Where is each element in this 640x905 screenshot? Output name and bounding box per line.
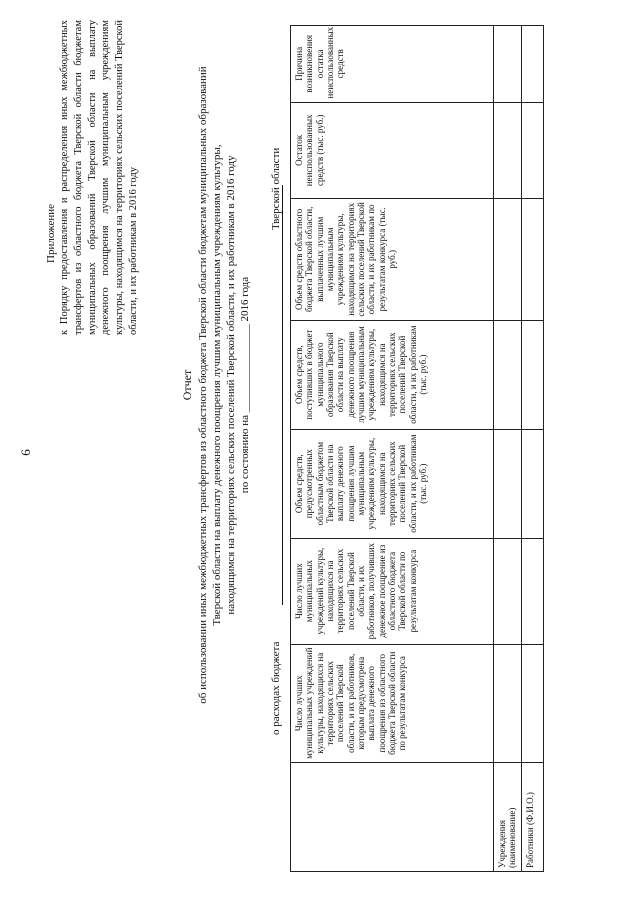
table-cell	[521, 429, 543, 538]
title-line-4: находящимся на территориях сельских поселений Тверской области, и их работникам в 2016 году	[225, 155, 238, 615]
appendix-heading: Приложение	[45, 203, 57, 263]
table-cell	[494, 538, 522, 644]
appendix-text: к Порядку предоставления и распределения иных межбюджетных трансфертов из областного бюджета Тверской области бюджетам муниципальных образований Тверской области на выплату денежного поощрения лучшим муниципальным учреждениям культуры, находящимся на территориях сельских поселений Тверской области, и их работникам в 2016 году	[59, 20, 139, 335]
table-cell	[521, 102, 543, 198]
header-cell: Объем средств, поступивших в бюджет муниципального образования Тверской области на выплату денежного поощрения лучшим муниципальным учреждениям культуры, находящимся на территориях сельских поселений Тверской области, и их работникам (тыс. руб.)	[291, 320, 494, 429]
table-row	[521, 26, 543, 872]
header-cell: Объем средств областного бюджета Тверской области, выплаченных лучшим муниципальным учреждениям культуры, находящимся на территориях сельских поселений Тверской области, и их работникам по результатам конкурса (тыс. руб.)	[291, 199, 494, 321]
header-cell: Причина возникновения остатка неиспользованных средств	[291, 26, 494, 103]
table-cell	[494, 26, 522, 103]
table-cell	[494, 320, 522, 429]
header-cell: Число лучших муниципальных учреждений культуры, находящихся на территориях сельских поселений Тверской области, и их работников, получивших денежное поощрение из областного бюджета Тверской области по результатам конкурса	[291, 538, 494, 644]
budget-region: Тверской области	[270, 147, 282, 230]
table-cell	[521, 26, 543, 103]
header-cell: Остаток неиспользованных средств (тыс. руб.)	[291, 102, 494, 198]
table-cell	[521, 538, 543, 644]
table-cell	[521, 644, 543, 762]
header-cell	[291, 762, 494, 871]
table-cell	[494, 429, 522, 538]
budget-underline	[282, 185, 283, 605]
header-cell: Число лучших муниципальных учреждений культуры, находящихся на территориях сельских поселений Тверской области, и их работников, которым предусмотрена выплата денежного поощрения из областного бюджета Тверской области по результатам конкурса	[291, 644, 494, 762]
table-cell	[494, 644, 522, 762]
table-header-row	[291, 26, 494, 872]
table-cell	[521, 320, 543, 429]
report-title	[180, 35, 253, 735]
table-row	[494, 26, 522, 872]
appendix-block	[44, 20, 140, 335]
budget-label: о расходах бюджета	[270, 641, 282, 735]
table-cell	[521, 199, 543, 321]
title-line-5: по состоянию на ________________ 2016 года	[239, 276, 252, 494]
title-line-2: об использовании иных межбюджетных трансфертов из областного бюджета Тверской области бюджетам муниципальных образований	[196, 66, 209, 704]
page-number: 6	[18, 449, 33, 456]
header-cell: Объем средств, предусмотренных областным бюджетом Тверской области на выплату денежного поощрения лучшим муниципальным учреждениям культуры, находящимся на территориях сельских поселений Тверской области, и их работникам (тыс. руб.)	[291, 429, 494, 538]
report-table	[290, 25, 544, 872]
title-line-1: Отчет	[180, 369, 194, 401]
table-cell	[494, 199, 522, 321]
title-line-3: Тверской области на выплату денежного поощрения лучшим муниципальным учреждениям культуры,	[210, 144, 223, 626]
row-label: Учреждения (наименование)	[494, 762, 522, 871]
table-cell	[494, 102, 522, 198]
row-label: Работники (Ф.И.О.)	[521, 762, 543, 871]
